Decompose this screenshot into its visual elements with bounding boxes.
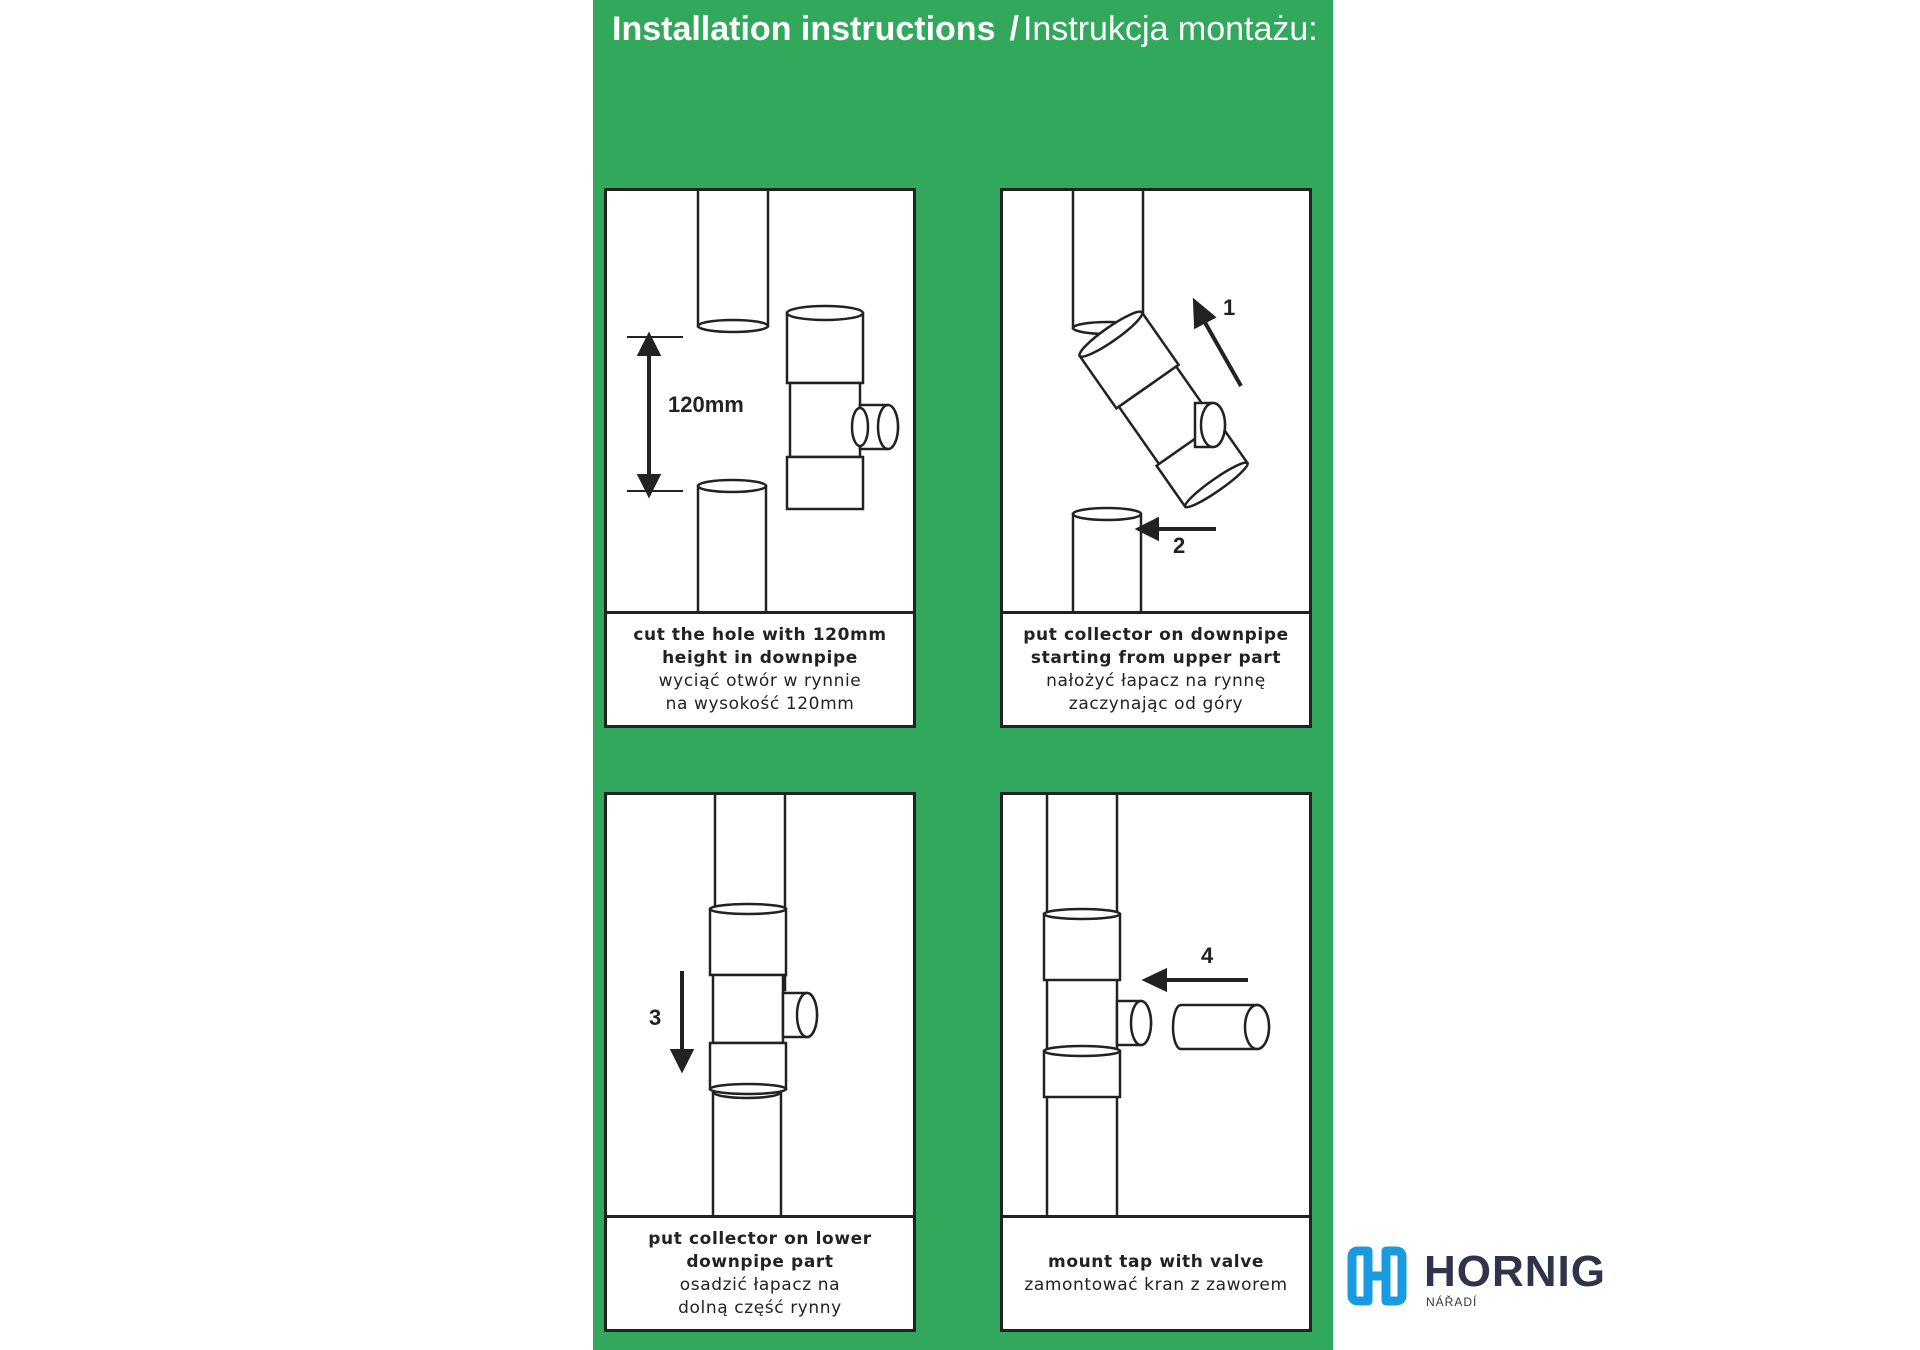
step-3-card [604,792,916,1332]
page-title [612,6,1318,52]
step-2-pl-line2: zaczynając od góry [1068,693,1244,714]
step-1-pl-line2: na wysokość 120mm [665,693,855,714]
hornig-logo [1344,1243,1604,1313]
step-2-caption [1003,611,1309,725]
step-3-caption [607,1215,913,1329]
step-3-pl-line1: osadzić łapacz na [679,1274,841,1295]
step-3-arrow-label: 3 [649,1005,662,1030]
step-1-en-line1: cut the hole with 120mm [633,624,887,645]
step-2-illustration [1003,191,1309,611]
step-2-pl-line1: nałożyć łapacz na rynnę [1046,670,1266,691]
step-4-en-line1: mount tap with valve [1048,1251,1264,1272]
step-1-en-line2: height in downpipe [662,647,858,668]
step-2-en-line1: put collector on downpipe [1023,624,1289,645]
step-1-pl-line1: wyciąć otwór w rynnie [658,670,862,691]
title-english: Installation instructions [612,10,996,48]
title-separator: / [1009,10,1019,48]
step-2-card [1000,188,1312,728]
brand-subtitle: NÁŘADÍ [1426,1295,1478,1309]
title-polish: Instrukcja montażu: [1022,10,1318,48]
step-4-card [1000,792,1312,1332]
step-3-pl-line2: dolną część rynny [678,1297,842,1318]
step-3-illustration [607,795,913,1215]
step-1-card [604,188,916,728]
step-4-illustration [1003,795,1309,1215]
step-3-en-line1: put collector on lower [648,1228,872,1249]
step-2-arrow-1-label: 1 [1223,295,1236,320]
step-1-dimension-label: 120mm [668,392,744,417]
step-1-caption [607,611,913,725]
step-3-en-line2: downpipe part [686,1251,834,1272]
step-2-en-line2: starting from upper part [1030,647,1282,668]
hornig-logo-icon [1344,1243,1410,1309]
step-4-pl-line1: zamontować kran z zaworem [1024,1274,1288,1295]
step-1-illustration [607,191,913,611]
brand-name: HORNIG [1424,1247,1606,1296]
step-4-arrow-label: 4 [1201,943,1214,968]
step-4-caption [1003,1215,1309,1329]
step-2-arrow-2-label: 2 [1173,533,1186,558]
